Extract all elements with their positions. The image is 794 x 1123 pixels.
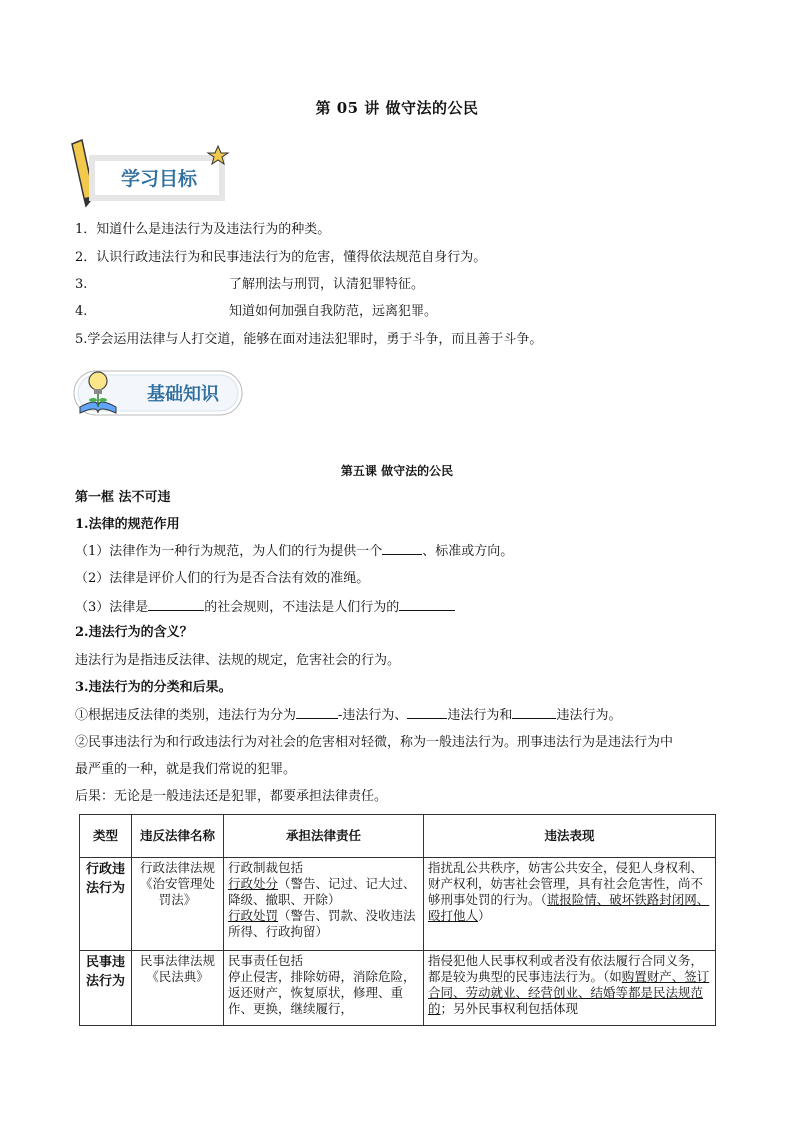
table-header-row xyxy=(80,815,716,858)
frame-title: 第一框 法不可违 xyxy=(75,490,171,505)
goal-5: 5.学会运用法律与人打交道，能够在面对违法犯罪时，勇于斗争，而且善于斗争。 xyxy=(75,332,543,347)
row-responsibility: 行政制裁包括 行政处分（警告、记过、记大过、降级、撤职、开除） 行政处罚（警告、罚款、没收违法所得、行政拘留） xyxy=(224,858,424,951)
law-table xyxy=(79,814,716,1026)
fill-blank xyxy=(296,706,338,719)
basic-knowledge-label: 基础知识 xyxy=(147,384,219,405)
header-law: 违反法律名称 xyxy=(132,815,224,858)
row-law: 民事法律法规《民法典》 xyxy=(132,951,224,1026)
goal-4-number: 4. xyxy=(75,304,88,319)
row-responsibility: 民事责任包括 停止侵害，排除妨碍，消除危险，返还财产，恢复原状，修理、重作、更换，继续履行， xyxy=(224,951,424,1026)
row-type: 民事违法行为 xyxy=(80,951,132,1026)
lesson-title: 第五课 做守法的公民 xyxy=(340,464,454,478)
goal-2: 2．认识行政违法行为和民事违法行为的危害，懂得依法规范自身行为。 xyxy=(75,250,487,265)
section-3-heading: 3.违法行为的分类和后果。 xyxy=(75,680,232,695)
fill-blank xyxy=(382,542,422,555)
section-1-heading: 1.法律的规范作用 xyxy=(75,517,180,532)
section-2-text: 违法行为是指违反法律、法规的规定，危害社会的行为。 xyxy=(75,653,401,668)
header-responsibility: 承担法律责任 xyxy=(224,815,424,858)
section-1-line-1: （1）法律作为一种行为规范，为人们的行为提供一个 、标准或方向。 xyxy=(75,544,514,559)
row-law: 行政法律法规《治安管理处罚法》 xyxy=(132,858,224,951)
header-type: 类型 xyxy=(80,815,132,858)
section-2-heading: 2.违法行为的含义？ xyxy=(75,625,193,640)
goal-3-text: 了解刑法与刑罚，认清犯罪特征。 xyxy=(229,277,425,292)
fill-blank xyxy=(399,598,455,611)
fill-blank xyxy=(148,598,204,611)
goal-4-text: 知道如何加强自我防范，远离犯罪。 xyxy=(229,304,438,319)
row-performance: 指侵犯他人民事权利或者没有依法履行合同义务，都是较为典型的民事违法行为。（如购置财产、签订合同、劳动就业、经营创业、结婚等都是民法规范的；另外民事权利包括体现 xyxy=(424,951,716,1026)
goal-3-number: 3. xyxy=(75,277,88,292)
row-type: 行政违法行为 xyxy=(80,858,132,951)
basic-knowledge-badge xyxy=(72,367,244,419)
section-3-line-1: ①根据违反法律的类别，违法行为分为 -违法行为、 违法行为和 违法行为。 xyxy=(75,708,622,723)
section-3-line-2: ②民事违法行为和行政违法行为对社会的危害相对轻微，称为一般违法行为。刑事违法行为是违法行为中 xyxy=(75,735,674,750)
row-performance: 指扰乱公共秩序，妨害公共安全，侵犯人身权利、财产权利，妨害社会管理，具有社会危害性，尚不够刑事处罚的行为。（谎报险情、破坏铁路封闭网、殴打他人） xyxy=(424,858,716,951)
fill-blank xyxy=(512,706,556,719)
header-performance: 违法表现 xyxy=(424,815,716,858)
study-goals-badge xyxy=(68,138,233,208)
section-1-line-2: （2）法律是评价人们的行为是否合法有效的准绳。 xyxy=(75,571,370,586)
page-title: 第 05 讲 做守法的公民 xyxy=(315,99,479,117)
table-row xyxy=(80,951,716,1026)
table-row xyxy=(80,858,716,951)
fill-blank xyxy=(407,706,447,719)
study-goals-label: 学习目标 xyxy=(120,168,197,190)
section-3-line-4: 后果：无论是一般违法还是犯罪，都要承担法律责任。 xyxy=(75,789,388,804)
section-1-line-3: （3）法律是 的社会规则，不违法是人们行为的 xyxy=(75,598,455,617)
section-3-line-3: 最严重的一种，就是我们常说的犯罪。 xyxy=(75,762,297,777)
goal-1: 1．知道什么是违法行为及违法行为的种类。 xyxy=(75,222,331,237)
